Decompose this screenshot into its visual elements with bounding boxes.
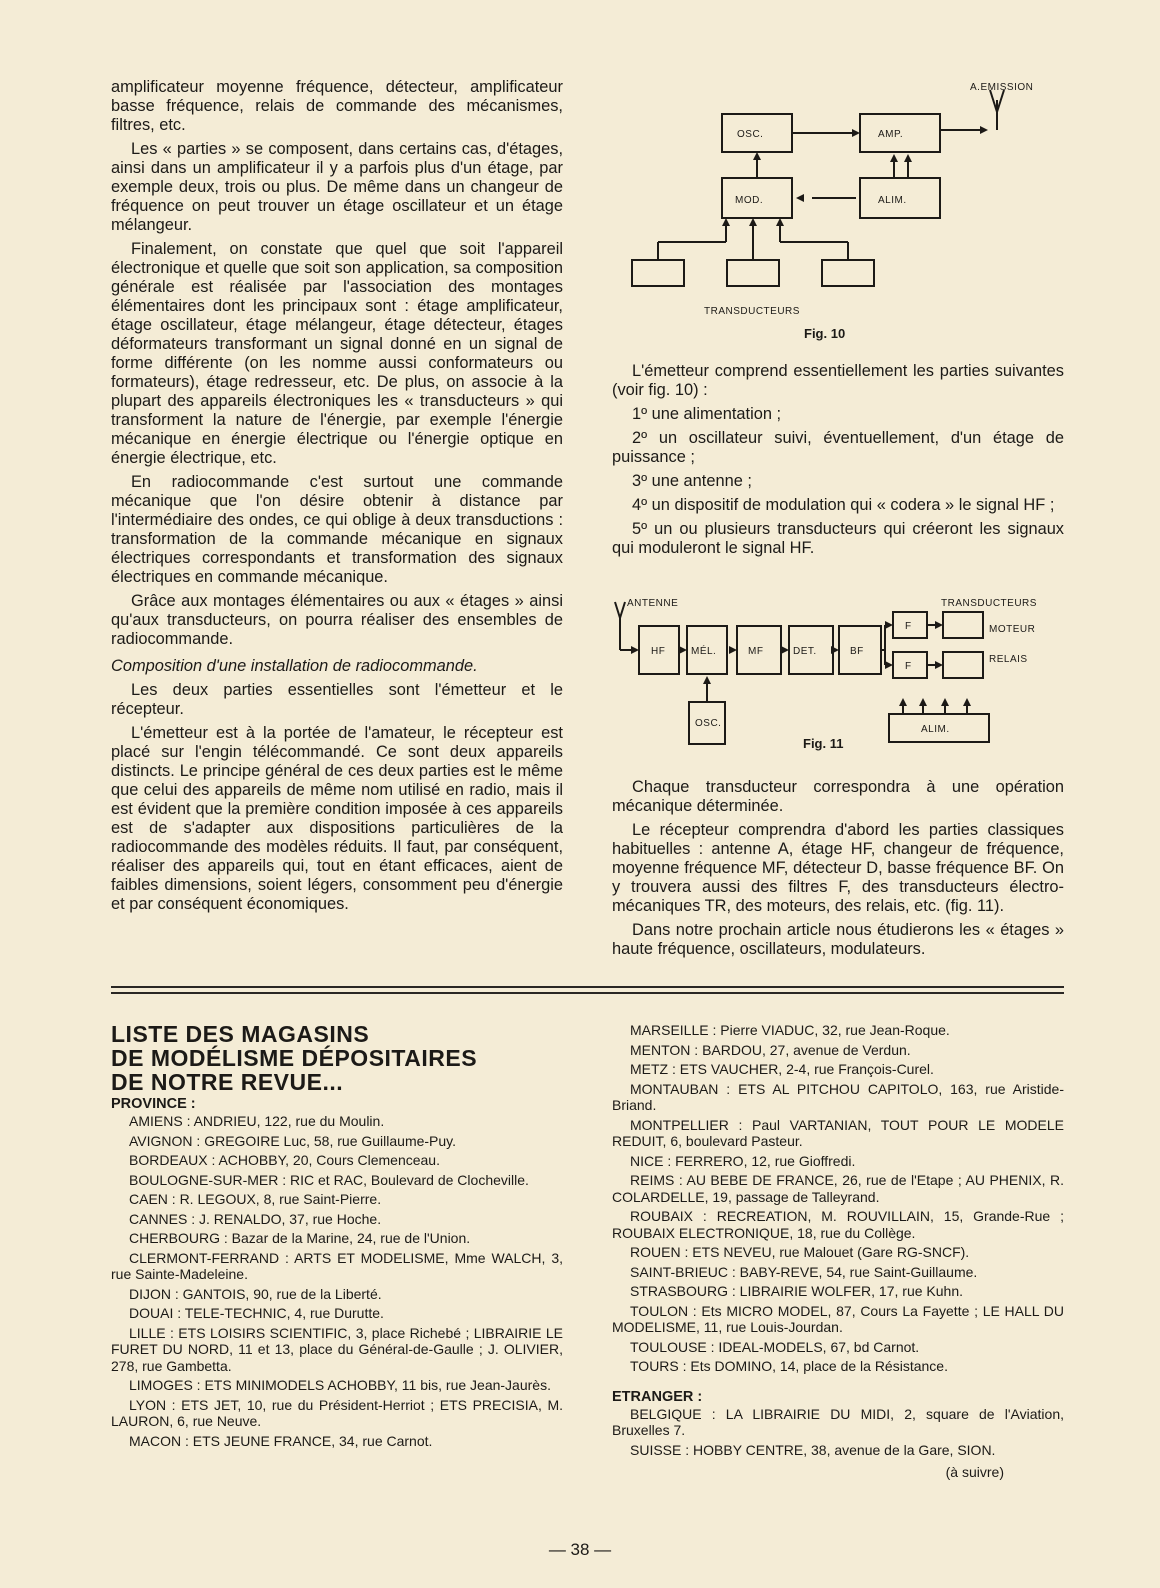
retailer-entry: SAINT-BRIEUC : BABY-REVE, 54, rue Saint-Guillaume. (630, 1263, 978, 1280)
list-step: 2º un oscillateur suivi, éventuellement, d'un étage de puissance ; (612, 429, 1064, 466)
figure-10-diagram (612, 70, 1072, 350)
retailer-entry: CANNES : J. RENALDO, 37, rue Hoche. (129, 1210, 382, 1227)
retailer-entry: TOURS : Ets DOMINO, 14, place de la Résistance. (630, 1358, 948, 1374)
fig10-antenna-label: A.EMISSION (970, 82, 1034, 93)
paragraph: Le récepteur comprendra d'abord les parties classiques habituelles : antenne A, étage HF, changeur de fréquence, moyenne fréquence MF, détecteur D, basse fréquence BF. On y trouvera aussi des filtres F, des transducteurs électro-mécaniques TR, des moteurs, des relais, etc. (fig. 11). (612, 821, 1064, 915)
retailer-entry: TOULOUSE : IDEAL-MODELS, 67, bd Carnot. (630, 1338, 920, 1355)
continued-note: (à suivre) (945, 1464, 1004, 1480)
retailer-entry: MONTPELLIER : Paul VARTANIAN, TOUT POUR LE MODELE REDUIT, 6, boulevard Pasteur. (612, 1116, 1064, 1149)
fig11-osc-label: OSC. (695, 718, 722, 729)
retailer-entry: LIMOGES : ETS MINIMODELS ACHOBBY, 11 bis, rue Jean-Jaurès. (129, 1377, 551, 1393)
retailer-entry: MENTON : BARDOU, 27, avenue de Verdun. (630, 1041, 911, 1058)
list-step: 5º un ou plusieurs transducteurs qui créeront les signaux qui moduleront le signal HF. (612, 520, 1064, 557)
paragraph: Chaque transducteur correspondra à une opération mécanique déterminée. (612, 778, 1064, 815)
paragraph: Les deux parties essentielles sont l'émetteur et le récepteur. (111, 681, 563, 718)
divider-rule (111, 986, 1064, 988)
article-right-column (612, 362, 1064, 563)
paragraph: L'émetteur est à la portée de l'amateur, le récepteur est placé sur l'engin télécommandé. Ce sont deux appareils distincts. Le principe général de ces deux parties est le même que celui des appareils de même nom utilisé en radio, mais il est évident que la première condition imposée à ces appareils est de s'adapter aux dispositions particulières de la radiocommande des modèles réduits. Il faut, par conséquent, réaliser des appareils qui, tout en étant efficaces, aient de faibles dimensions, soient légers, consomment peu d'énergie et par conséquent économiques. (111, 724, 563, 913)
fig11-relay-label: RELAIS (989, 654, 1028, 665)
retailer-entry: MONTAUBAN : ETS AL PITCHOU CAPITOLO, 163, rue Aristide-Briand. (612, 1080, 1064, 1113)
fig11-bf-label: BF (850, 646, 864, 657)
province-heading: PROVINCE : (111, 1096, 196, 1112)
page-number: — 38 — (548, 1540, 612, 1559)
retailer-list-left (111, 1096, 563, 1452)
article-left-column (111, 78, 563, 919)
retailer-entry: NICE : FERRERO, 12, rue Gioffredi. (630, 1152, 856, 1169)
fig11-hf-label: HF (651, 646, 666, 657)
paragraph: L'émetteur comprend essentiellement les parties suivantes (voir fig. 10) : (612, 362, 1064, 399)
fig11-motor-label: MOTEUR (989, 624, 1036, 635)
fig11-alim-label: ALIM. (921, 724, 950, 735)
retailer-entry: AVIGNON : GREGOIRE Luc, 58, rue Guillaume-Puy. (129, 1132, 457, 1149)
list-title: LISTE DES MAGASINS DE MODÉLISME DÉPOSITAIRES DE NOTRE REVUE... (111, 1021, 478, 1095)
retailer-entry: METZ : ETS VAUCHER, 2-4, rue François-Curel. (630, 1061, 934, 1077)
fig10-osc-label: OSC. (737, 129, 764, 140)
fig11-mel-label: MÉL. (691, 646, 717, 657)
retailer-entry: CHERBOURG : Bazar de la Marine, 24, rue de l'Union. (129, 1230, 471, 1246)
retailer-entry: CAEN : R. LEGOUX, 8, rue Saint-Pierre. (129, 1191, 382, 1207)
list-step: 1º une alimentation ; (632, 405, 782, 423)
subheading: Composition d'une installation de radiocommande. (111, 657, 478, 675)
retailer-entry: BORDEAUX : ACHOBBY, 20, Cours Clemenceau. (129, 1152, 440, 1168)
paragraph: Grâce aux montages élémentaires ou aux « étages » ainsi qu'aux transducteurs, on pourra réaliser des ensembles de radiocommande. (111, 592, 563, 648)
divider-rule (111, 992, 1064, 994)
province-entries-right (612, 1022, 1064, 1375)
retailer-entry: TOULON : Ets MICRO MODEL, 87, Cours La Fayette ; LE HALL DU MODELISME, 11, rue Louis-Jourdan. (612, 1302, 1064, 1335)
retailer-entry: DIJON : GANTOIS, 90, rue de la Liberté. (129, 1285, 382, 1302)
retailer-list-right (612, 1022, 1064, 1480)
fig11-antenna-label: ANTENNE (627, 598, 679, 609)
retailer-entry: LILLE : ETS LOISIRS SCIENTIFIC, 3, place Richebé ; LIBRAIRIE LE FURET DU NORD, 11 et 13, place du Général-de-Gaulle ; J. OLIVIER, 278, rue Gambetta. (111, 1324, 563, 1374)
fig11-transducers-label: TRANSDUCTEURS (941, 598, 1037, 609)
retailer-entry: SUISSE : HOBBY CENTRE, 38, avenue de la Gare, SION. (630, 1441, 996, 1458)
fig10-alim-label: ALIM. (878, 195, 907, 206)
paragraph: Les « parties » se composent, dans certains cas, d'étages, ainsi dans un amplificateur il y a parfois plus d'un étage, par exemple deux, trois ou plus. De même dans un changeur de fréquence on peut trouver un étage oscillateur et un étage mélangeur. (111, 140, 563, 234)
fig10-mod-label: MOD. (735, 195, 764, 206)
fig11-filter-label: F (905, 661, 912, 672)
fig11-mf-label: MF (748, 646, 764, 657)
retailer-entry: AMIENS : ANDRIEU, 122, rue du Moulin. (129, 1113, 385, 1129)
retailer-entry: STRASBOURG : LIBRAIRIE WOLFER, 17, rue Kuhn. (630, 1283, 963, 1299)
fig11-det-label: DET. (793, 646, 817, 657)
paragraph: amplificateur moyenne fréquence, détecteur, amplificateur basse fréquence, relais de commande des mécanismes, filtres, etc. (111, 78, 563, 134)
fig10-amp-label: AMP. (878, 129, 904, 140)
retailer-entry: MACON : ETS JEUNE FRANCE, 34, rue Carnot. (129, 1432, 433, 1449)
article-right-column-lower (612, 778, 1064, 964)
paragraph: En radiocommande c'est surtout une commande mécanique que l'on désire obtenir à distance par l'intermédiaire des ondes, ce qui oblige à deux transductions : transformation de la commande mécanique en signaux électriques correspondants et transformation des signaux électriques en commande mécanique. (111, 473, 563, 586)
retailer-entry: CLERMONT-FERRAND : ARTS ET MODELISME, Mme WALCH, 3, rue Sainte-Madeleine. (111, 1249, 563, 1282)
retailer-entry: ROUEN : ETS NEVEU, rue Malouet (Gare RG-SNCF). (630, 1244, 970, 1260)
fig11-filter-label: F (905, 621, 912, 632)
list-step: 4º un dispositif de modulation qui « codera » le signal HF ; (632, 496, 1055, 514)
province-entries-left (111, 1113, 563, 1449)
retailer-entry: BOULOGNE-SUR-MER : RIC et RAC, Boulevard de Clocheville. (129, 1171, 529, 1188)
paragraph: Finalement, on constate que quel que soit l'appareil électronique et quelle que soit son application, sa composition générale est réalisée par l'association des montages élémentaires dont les principaux sont : étage amplificateur, étage oscillateur, étage mélangeur, étage détecteur, étages déformateurs transformant un signal donné en un signal de forme différente (on les nomme aussi conformateurs ou formateurs), étage redresseur, etc. De plus, on associe à la plupart des appareils électroniques les « transducteurs » qui transforment la nature de l'énergie, par exemple l'énergie mécanique en énergie électrique ou l'énergie optique en énergie électrique, etc. (111, 240, 563, 467)
retailer-entry: MARSEILLE : Pierre VIADUC, 32, rue Jean-Roque. (630, 1022, 950, 1038)
fig11-caption: Fig. 11 (803, 736, 844, 751)
fig10-transducers-label: TRANSDUCTEURS (704, 306, 800, 317)
figure-11-diagram (605, 596, 1065, 768)
retailer-entry: DOUAI : TELE-TECHNIC, 4, rue Durutte. (129, 1305, 384, 1321)
abroad-entries (612, 1406, 1064, 1459)
retailer-entry: LYON : ETS JET, 10, rue du Président-Herriot ; ETS PRECISIA, M. LAURON, 6, rue Neuve. (111, 1396, 563, 1429)
retailer-entry: BELGIQUE : LA LIBRAIRIE DU MIDI, 2, square de l'Aviation, Bruxelles 7. (612, 1405, 1064, 1438)
list-step: 3º une antenne ; (632, 472, 752, 490)
paragraph: Dans notre prochain article nous étudierons les « étages » haute fréquence, oscillateurs, modulateurs. (612, 921, 1064, 958)
abroad-heading: ETRANGER : (612, 1388, 703, 1405)
fig10-caption: Fig. 10 (804, 326, 846, 341)
retailer-entry: REIMS : AU BEBE DE FRANCE, 26, rue de l'Etape ; AU PHENIX, R. COLARDELLE, 19, passage de Talleyrand. (612, 1172, 1064, 1205)
retailer-entry: ROUBAIX : RECREATION, M. ROUVILLAIN, 15, Grande-Rue ; ROUBAIX ELECTRONIQUE, 18, rue du Collège. (612, 1208, 1064, 1241)
